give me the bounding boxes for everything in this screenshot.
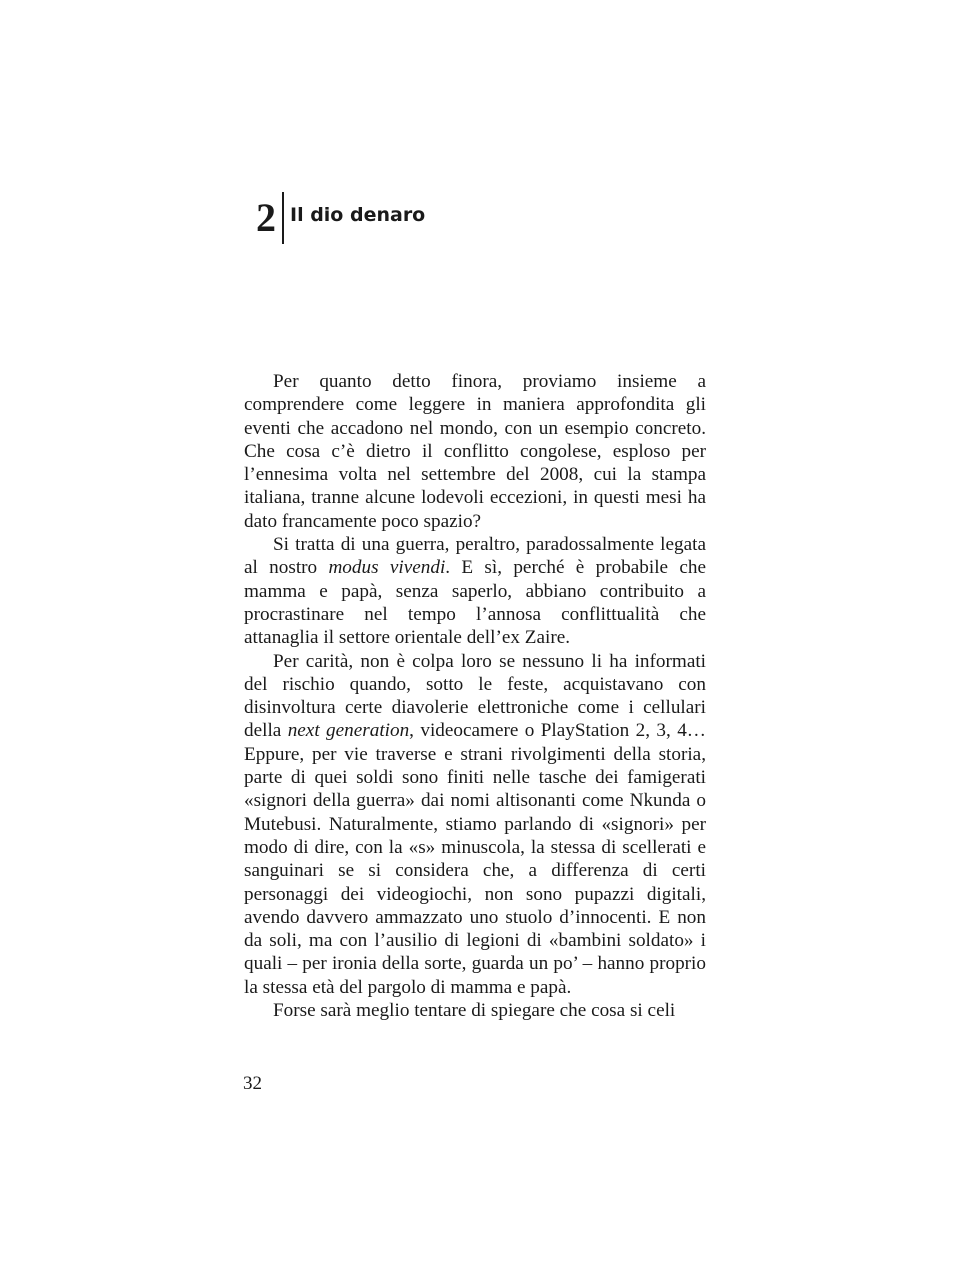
paragraph-3-part-a: Per carità, non è colpa loro se nessuno li ha informati del rischio quando, sotto le feste, acquistavano con disinvoltura certe diavolerie elettroniche come i cellulari della <box>244 650 706 742</box>
paragraph-2-part-a: Si tratta di una guerra, peraltro, paradossalmente legata al nostro <box>244 534 706 579</box>
chapter-title: Il dio denaro <box>290 204 426 226</box>
page-number: 32 <box>243 1073 262 1094</box>
paragraph-2 <box>244 533 706 649</box>
paragraph-1: Per quanto detto finora, proviamo insieme a comprendere come leggere in maniera approfondita gli eventi che accadono nel mondo, con un esempio concreto. Che cosa c’è dietro il conflitto congolese, esploso per l’ennesima volta nel settembre del 2008, cui la stampa italiana, tranne alcune lodevoli eccezioni, in questi mesi ha dato francamente poco spazio? <box>244 371 706 532</box>
paragraph-2-italic: modus vivendi <box>328 557 446 579</box>
chapter-heading <box>256 192 425 244</box>
paragraph-3-part-b: , videocamere o PlayStation 2, 3, 4… Eppure, per vie traverse e strani rivolgimenti della storia, parte di quei soldi sono finiti nelle tasche dei famigerati «signori della guerra» dai nomi altisonanti come Nkunda o Mutebusi. Naturalmente, stiamo parlando di «signori» per modo di dire, con la «s» minuscola, la stessa di scellerati e sanguinari se si considera che, a differenza di certi personaggi dei videogiochi, non sono pupazzi digitali, avendo davvero ammazzato uno stuolo d’innocenti. E non da soli, ma con l’ausilio di legioni di «bambini soldato» i quali – per ironia della sorte, guarda un po’ – hanno proprio la stessa età del pargolo di mamma e papà. <box>244 720 706 998</box>
chapter-divider <box>282 192 284 244</box>
paragraph-3-italic: next generation <box>287 720 410 742</box>
paragraph-3 <box>244 650 706 999</box>
paragraph-4: Forse sarà meglio tentare di spiegare che cosa si celi <box>273 1000 676 1022</box>
paragraph-2-part-b: . E sì, perché è probabile che mamma e papà, senza saperlo, abbiano contribuito a procrastinare nel tempo l’annosa conflittualità che attanaglia il settore orientale dell’ex Zaire. <box>244 557 706 649</box>
body-text <box>244 370 706 1022</box>
chapter-number: 2 <box>256 195 276 240</box>
